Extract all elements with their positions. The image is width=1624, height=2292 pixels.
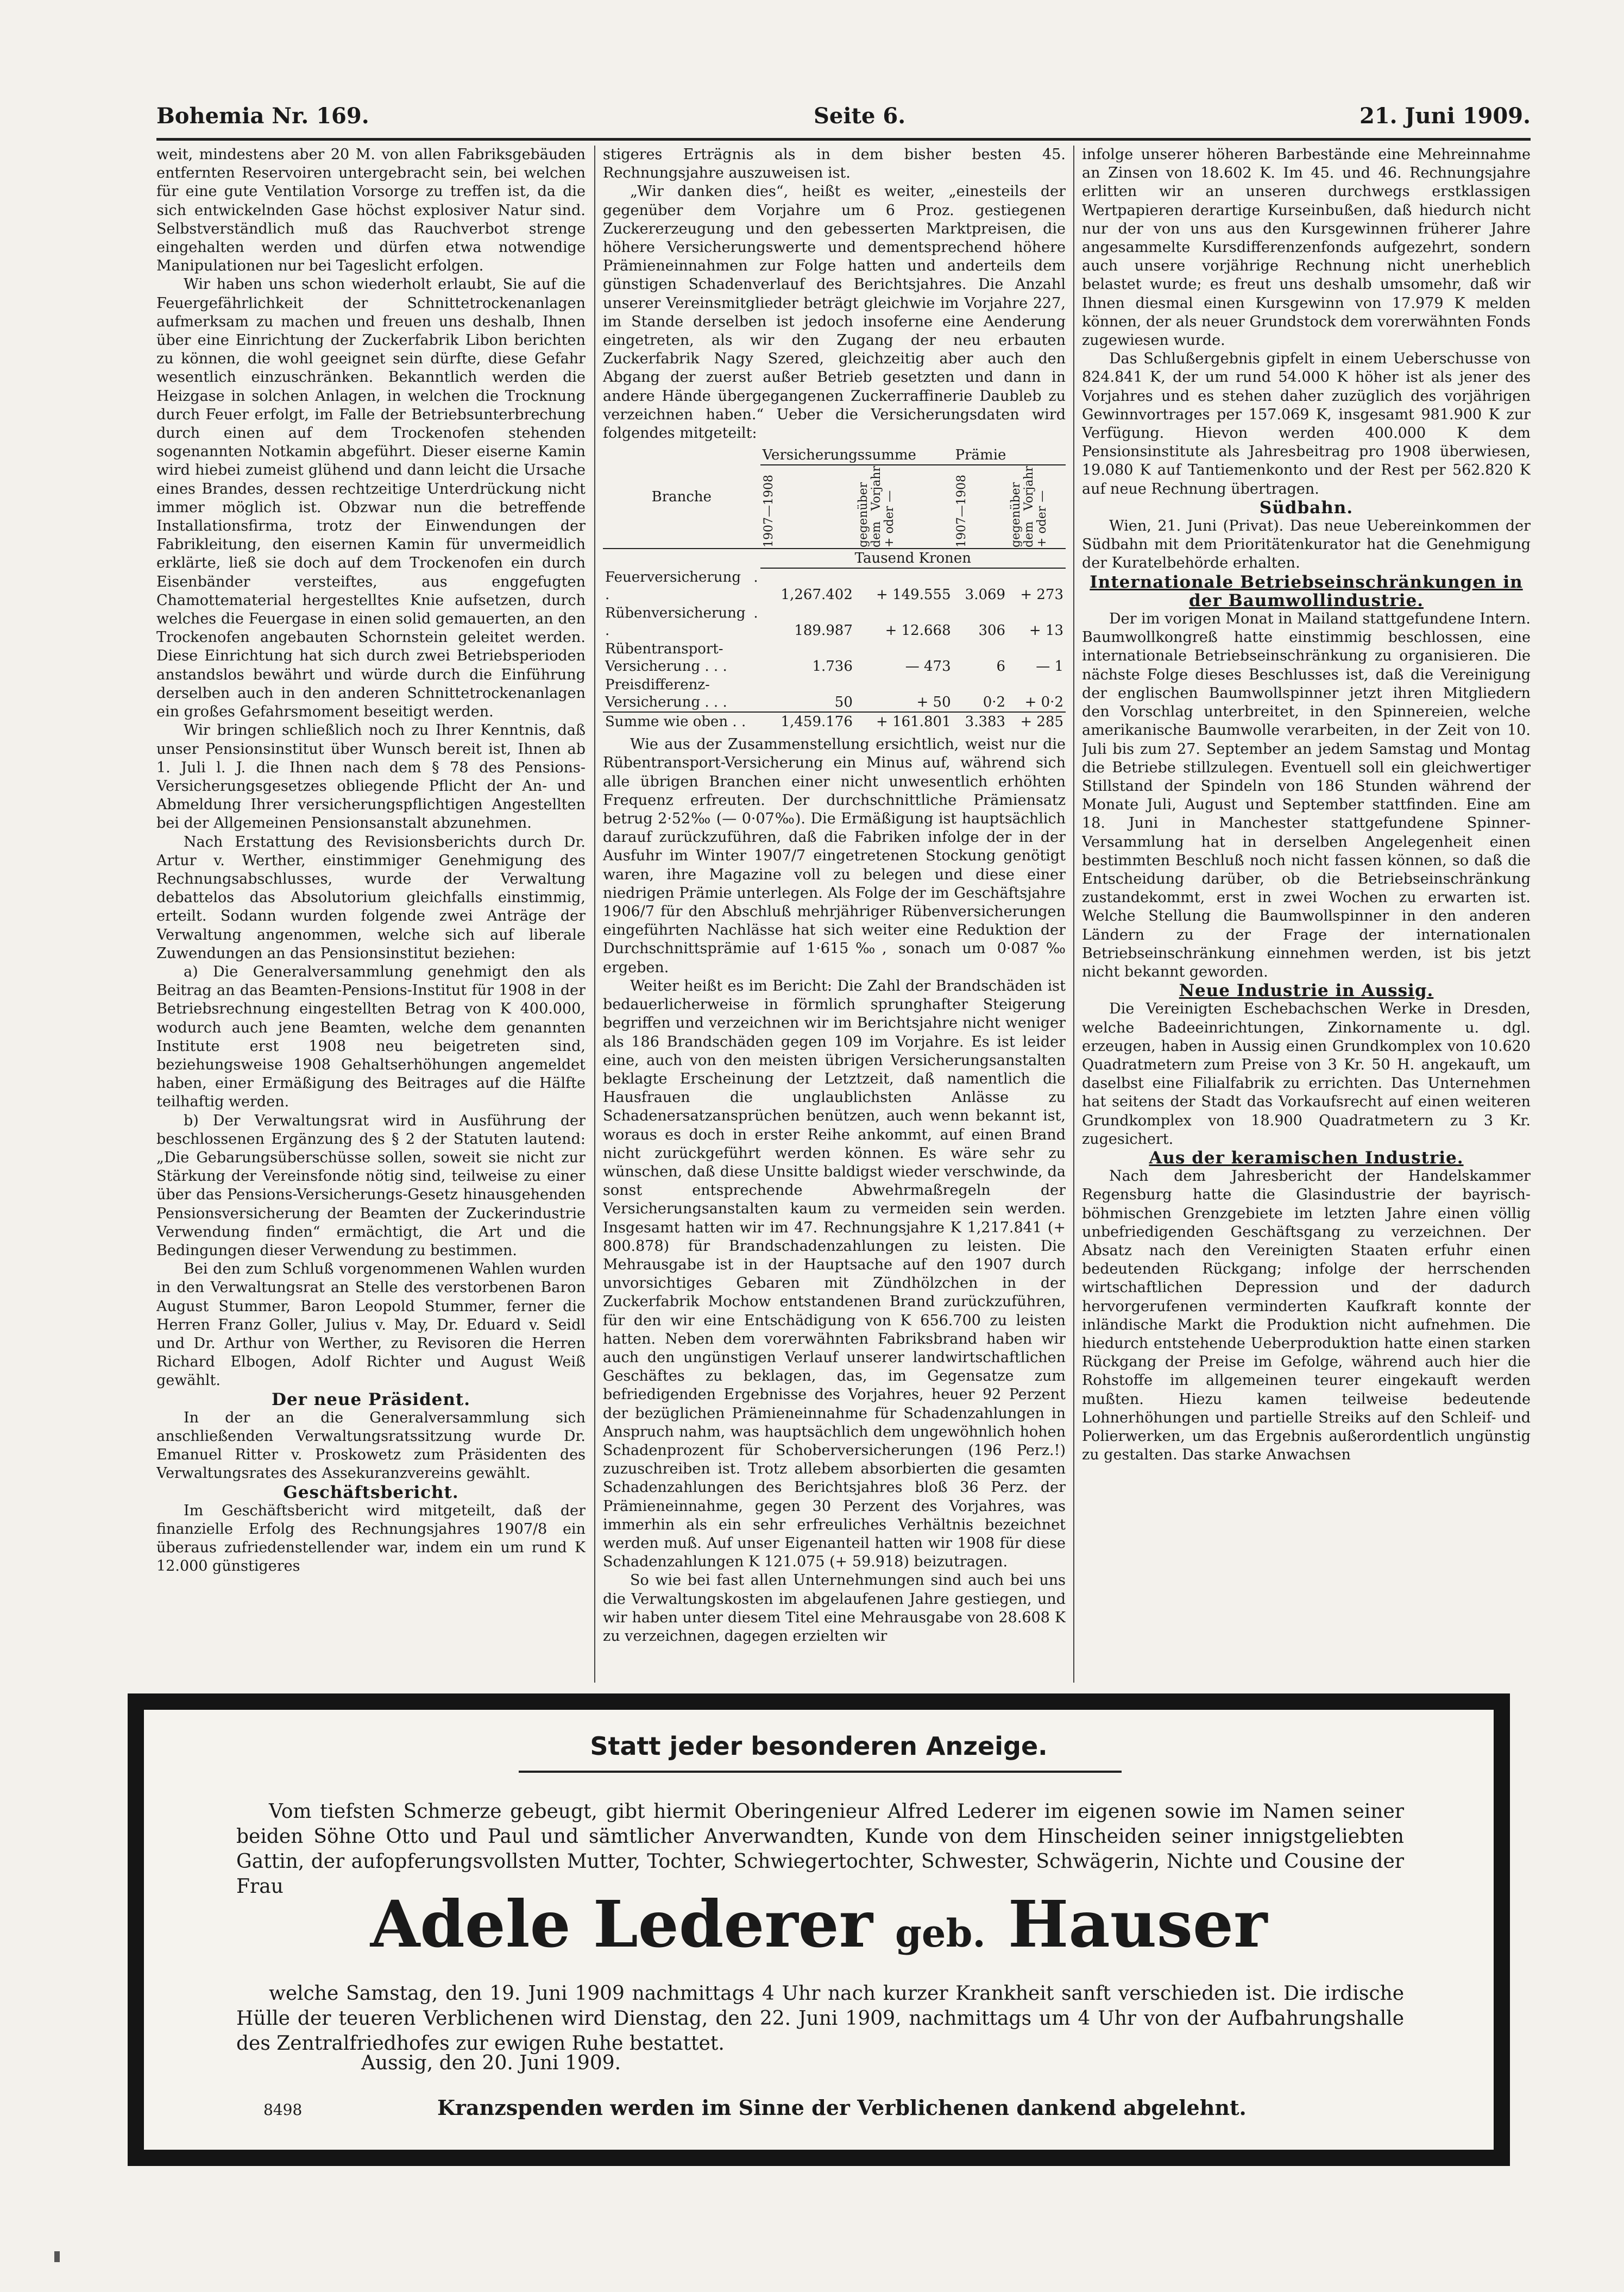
paragraph: Die Vereinigten Eschebachschen Werke in Dresden, welche Badeeinrichtungen, Zinkornamente u. dgl. erzeugen, haben in Aussig einen Grundkomplex von 10.620 Quadratmetern zum Preise von 3 Kr. 50 H. angekauft, um daselbst eine Filialfabrik zu errichten. Das Unternehmen hat seitens der Stadt das Vorkaufsrecht auf einen weiteren Grundkomplex von 18.900 Quadratmetern zu 3 Kr. zugesichert. bbox=[1082, 1000, 1531, 1148]
section-heading: Südbahn. bbox=[1259, 498, 1354, 518]
table-cell: Rübenversicherung . . bbox=[605, 605, 758, 639]
table-cell: + 273 bbox=[1020, 587, 1063, 603]
section-heading: Aus der keramischen Industrie. bbox=[1149, 1148, 1464, 1168]
table-cell: + 161.801 bbox=[855, 712, 953, 731]
section-heading: Internationale Betriebseinschränkungen in der Baumwollindustrie. bbox=[1090, 572, 1523, 610]
paragraph: infolge unserer höheren Barbestände eine Mehreinnahme an Zinsen von 18.602 K. Im 45. und 46. Rechnungsjahre erlitten wir an unseren durchwegs erstklassigen Wertpapieren derartige Kurseinbußen, daß hiedurch nicht nur der von uns aus den Kursgewinnen früherer Jahre angesammelte Kursdifferenzenfonds aufgezehrt, sondern auch unsere vorjährige Rechnung nicht unerheblich belastet wurde; es freut uns deshalb umsomehr, daß wir Ihnen diesmal einen Kursgewinn von 17.979 K melden können, der als neuer Grundstock dem vorerwähnten Fonds zugewiesen wurde. bbox=[1082, 146, 1531, 349]
table-cell: 3.069 bbox=[965, 587, 1006, 603]
paragraph: Bei den zum Schluß vorgenommenen Wahlen wurden in den Verwaltungsrat an Stelle des verstorbenen Baron August Stummer, Baron Leopold Stummer, ferner die Herren Franz Goller, Julius v. May, Dr. Eduard v. Seidl und Dr. Arthur von Werther, zu Revisoren die Herren Richard Elbogen, Adolf Richter und August Weiß gewählt. bbox=[156, 1261, 586, 1389]
ad-funeral-text: welche Samstag, den 19. Juni 1909 nachmittags 4 Uhr nach kurzer Krankheit sanft verschieden ist. Die irdische Hülle der teueren Verblichenen wird Dienstag, den 22. Juni 1909, nachmittags um 4 Uhr von der Aufbahrungshalle des Zentralfriedhofes zur ewigen Ruhe bestattet. bbox=[236, 1982, 1404, 2055]
page-header bbox=[156, 103, 1531, 141]
table-header-sum: Versicherungssumme bbox=[760, 446, 953, 465]
column-3 bbox=[1082, 146, 1531, 1683]
table-cell: Summe wie oben . . bbox=[603, 712, 760, 731]
table-cell: — 1 bbox=[1036, 658, 1063, 675]
table-cell: 1,267.402 bbox=[780, 587, 853, 603]
table-cell: 1,459.176 bbox=[760, 712, 855, 731]
table-cell: + 13 bbox=[1029, 622, 1063, 639]
table-row bbox=[603, 604, 1066, 640]
column-2 bbox=[603, 146, 1066, 1683]
table-header-premium: Prämie bbox=[953, 446, 1066, 465]
section-heading: Geschäftsbericht. bbox=[283, 1482, 459, 1502]
table-cell: Rübentransport-Versicherung . . . bbox=[605, 641, 727, 675]
table-cell: 189.987 bbox=[794, 622, 853, 639]
ad-number: 8498 bbox=[263, 2101, 303, 2119]
ad-title: Statt jeder besonderen Anzeige. bbox=[590, 1731, 1048, 1761]
table-cell: + 149.555 bbox=[876, 587, 951, 603]
paragraph: Weiter heißt es im Bericht: Die Zahl der Brandschäden ist bedauerlicherweise in förmlich sprunghafter Steigerung begriffen und verzeichnen wir im Berichtsjahre nicht weniger als 186 Brandschäden gegen 109 im Vorjahre. Es ist leider eine, auch von den meisten übrigen Versicherungsanstalten beklagte Erscheinung der Letztzeit, daß namentlich die Hausfrauen die unglaublichsten Anlässe zu Schadenersatzansprüchen benützen, auch wenn bekannt ist, woraus es doch in erster Reihe ankommt, auf einen Brand nicht zurückgeführt werden können. Es wäre sehr zu wünschen, daß diese Unsitte baldigst wieder verschwinde, da sonst entsprechende Abwehrmaßregeln der Versicherungsanstalten kaum zu vermeiden sein werden. Insgesamt hatten wir im 47. Rechnungsjahre K 1,217.841 (+ 800.878) für Brandschadenzahlungen zu leisten. Die Mehrausgabe ist in der Hauptsache auf den 1907 durch unvorsichtiges Gebaren mit Zündhölzchen in der Zuckerfabrik Mochow entstandenen Brand zurückzuführen, für den wir eine Entschädigung von K 656.700 zu leisten hatten. Neben dem vorerwähnten Fabriksbrand haben wir auch den ungünstigen Verlauf unserer landwirtschaftlichen Geschäftes zu beklagen, das, im Gegensatze zum befriedigenden Ergebnisse des Vorjahres, heuer 92 Perzent der bezüglichen Prämieneinnahme für Schadenzahlungen in Anspruch nahm, was hauptsächlich dem ungewöhnlich hohen Schadenprozent für Schoberversicherungen (196 Perz.!) zuzuschreiben ist. Trotz allebem absorbierten die gesamten Schadenzahlungen des Berichtsjahres bloß 36 Perz. der Prämieneinnahme, gegen 30 Perzent des Vorjahres, was immerhin als ein sehr erfreuliches Verhältnis bezeichnet werden muß. Auf unser Eigenanteil hatten wir 1908 für diese Schadenzahlungen K 121.075 (+ 59.918) beizutragen. bbox=[603, 977, 1066, 1571]
ad-name-last: Hauser bbox=[1008, 1886, 1268, 1962]
table-cell: Preisdifferenz-Versicherung . . . bbox=[605, 677, 727, 711]
ad-name-geb: geb. bbox=[895, 1911, 986, 1956]
paragraph: b) Der Verwaltungsrat wird in Ausführung der beschlossenen Ergänzung des § 2 der Statuten lautend: „Die Gebarungsüberschüsse sollen, soweit sie nicht zur Stärkung der Vereinsfonde nötig sind, teilweise zu einer über das Pensions-Versicherungs-Gesetz hinausgehenden Pensionsversicherung der Beamten der Zuckerindustrie Verwendung finden“ ermächtigt, die Art und die Bedingungen dieser Verwendung zu bestimmen. bbox=[156, 1112, 586, 1259]
column-divider bbox=[1073, 146, 1074, 1683]
table-cell: 6 bbox=[996, 658, 1006, 675]
paragraph: a) Die Generalversammlung genehmigt den als Beitrag an das Beamten-Pensions-Institut für 1908 in der Betriebsrechnung eingestellten Betrag von K 400.000, wodurch auch jene Beamten, welche dem genannten Institute erst 1908 neu beigetreten sind, beziehungsweise 1908 Gehaltserhöhungen angemeldet haben, einer Ermäßigung des Beitrages auf die Hälfte teilhaftig werden. bbox=[156, 963, 586, 1111]
ad-footer: Kranzspenden werden im Sinne der Verblichenen dankend abgelehnt. bbox=[437, 2095, 1247, 2120]
table-cell: 50 bbox=[834, 694, 853, 711]
paragraph: In der an die Generalversammlung sich anschließenden Verwaltungsratssitzung wurde Dr. Emanuel Ritter v. Proskowetz zum Präsidenten des Verwaltungsrates des Assekuranzvereins gewählt. bbox=[156, 1409, 586, 1482]
scan-mark bbox=[54, 2251, 60, 2262]
table-row bbox=[603, 568, 1066, 604]
paragraph: Nach dem Jahresbericht der Handelskammer Regensburg hatte die Glasindustrie der bayrisch-böhmischen Grenzgebiete im letzten Jahre einen völlig unbefriedigenden Geschäftsgang zu verzeichnen. Der Absatz nach den Vereinigten Staaten erfuhr einen bedeutenden Rückgang; infolge der herrschenden wirtschaftlichen Depression und der dadurch hervorgerufenen verminderten Kaufkraft konnte der inländische Markt die Produktion nicht aufnehmen. Die hiedurch entstehende Ueberproduktion hatte einen starken Rückgang der Preise im Gefolge, während auch hier die Rohstoffe im allgemeinen teurer eingekauft werden mußten. Hiezu kamen teilweise bedeutende Lohnerhöhungen und partielle Streiks auf den Schleif- und Polierwerken, um das Ergebnis außerordentlich ungünstig zu gestalten. Das starke Anwachsen bbox=[1082, 1168, 1531, 1464]
header-paper-name: Bohemia Nr. 169. bbox=[156, 103, 369, 129]
table-subheader-year: 1907—1908 bbox=[761, 475, 776, 548]
column-divider bbox=[594, 146, 595, 1683]
table-header-branch: Branche bbox=[603, 446, 760, 549]
column-1 bbox=[156, 146, 586, 1683]
table-cell: — 473 bbox=[905, 658, 951, 675]
table-cell: 1.736 bbox=[812, 658, 853, 675]
table-row bbox=[603, 676, 1066, 712]
table-cell: + 50 bbox=[916, 694, 951, 711]
table-subheader-diff: gegenüber dem Vorjahr + oder — bbox=[1009, 466, 1049, 548]
table-cell: + 0·2 bbox=[1024, 694, 1063, 711]
paragraph: „Wir danken dies“, heißt es weiter, „einesteils der gegenüber dem Vorjahre um 6 Proz. gestiegenen Zuckererzeugung und den gebesserten Marktpreisen, die höhere Versicherungswerte und dementsprechend höhere Prämieneinnahmen zur Folge hatten und anderteils dem günstigen Schadenverlauf des Berichtsjahres. Die Anzahl unserer Vereinsmitglieder beträgt gleichwie im Vorjahre 227, im Stande derselben ist jedoch insoferne eine Aenderung eingetreten, als wir den Zugang der neu erbauten Zuckerfabrik Nagy Szered, gleichzeitig aber auch den Abgang der zuerst außer Betrieb gesetzten und dann in andere Hände übergegangenen Zuckerraffinerie Daubleb zu verzeichnen haben.“ Ueber die Versicherungsdaten wird folgendes mitgeteilt: bbox=[603, 183, 1066, 442]
table-cell: 3.383 bbox=[953, 712, 1008, 731]
paragraph: Wien, 21. Juni (Privat). Das neue Uebereinkommen der Südbahn mit dem Prioritätenkurator hat die Genehmigung der Kuratelbehörde erhalten. bbox=[1082, 518, 1531, 572]
table-cell: + 12.668 bbox=[885, 622, 951, 639]
insurance-table bbox=[603, 446, 1066, 731]
paragraph: Im Geschäftsbericht wird mitgeteilt, daß der finanzielle Erfolg des Rechnungsjahres 1907/8 ein überaus zufriedenstellender war, indem ein um rund K 12.000 günstigeres bbox=[156, 1502, 586, 1575]
paragraph: Nach Erstattung des Revisionsberichts durch Dr. Artur v. Werther, einstimmiger Genehmigung des Rechnungsabschlusses, wurde der Verwaltung debattelos das Absolutorium gleichfalls einstimmig, erteilt. Sodann wurden folgende zwei Anträge der Verwaltung angenommen, welche sich auf liberale Zuwendungen an das Pensionsinstitut beziehen: bbox=[156, 833, 586, 962]
table-subheader-year: 1907—1908 bbox=[954, 475, 968, 548]
paragraph: Wir haben uns schon wiederholt erlaubt, Sie auf die Feuergefährlichkeit der Schnittetrockenanlagen aufmerksam zu machen und freuen uns deshalb, Ihnen über eine Einrichtung der Zuckerfabrik Libon berichten zu können, die wohl geeignet sein dürfte, diese Gefahr wesentlich einzuschränken. Bekanntlich werden die Heizgase in solchen Anlagen, in welchen die Trocknung durch Feuer erfolgt, im Falle der Betriebsunterbrechung durch einen auf dem Trockenofen stehenden sogenannten Notkamin abgeführt. Dieser eiserne Kamin wird hiebei zumeist glühend und dann leicht die Ursache eines Brandes, dessen rechtzeitige Unterdrückung nicht immer möglich ist. Obzwar nun die betreffende Installationsfirma, trotz der Einwendungen der Fabrikleitung, den eisernen Kamin für unvermeidlich erklärte, ließ sie doch auf dem Trockenofen ein durch Eisenbänder versteiftes, aus enggefugten Chamottematerial hergestelltes Knie aufsetzen, durch welches die Feuergase in einen solid gemauerten, an den Trockenofen angebauten Schornstein geleitet werden. Diese Einrichtung hat sich durch zwei Betriebsperioden anstandslos bewährt und würde durch die Einführung derselben auch in den anderen Schnittetrockenanlagen ein großes Gefahrsmoment beseitigt werden. bbox=[156, 276, 586, 721]
section-heading: Der neue Präsident. bbox=[271, 1389, 471, 1409]
paragraph: Das Schlußergebnis gipfelt in einem Ueberschusse von 824.841 K, der um rund 54.000 K höher ist als jener des Vorjahres und es stehen daher zuzüglich des vorjährigen Gewinnvortrages per 157.069 K, insgesamt 981.900 K zur Verfügung. Hievon werden 400.000 K dem Pensionsinstitute als Jahresbeitrag pro 1908 überwiesen, 19.080 K auf Tantiemenkonto und der Rest per 562.820 K auf neue Rechnung übertragen. bbox=[1082, 350, 1531, 498]
section-heading: Neue Industrie in Aussig. bbox=[1179, 981, 1434, 1001]
table-row bbox=[603, 640, 1066, 676]
ad-title-rule bbox=[519, 1771, 1122, 1773]
paragraph: So wie bei fast allen Unternehmungen sind auch bei uns die Verwaltungskosten im abgelaufenen Jahre gestiegen, und wir haben unter diesem Titel eine Mehrausgabe von 28.608 K zu verzeichnen, dagegen erzielten wir bbox=[603, 1572, 1066, 1645]
table-unit: Tausend Kronen bbox=[760, 549, 1066, 568]
table-cell: 306 bbox=[978, 622, 1006, 639]
paragraph: weit, mindestens aber 20 M. von allen Fabriksgebäuden entfernten Reservoiren untergebracht sein, bei welchen für eine gute Ventilation Vorsorge zu treffen ist, da die sich entwickelnden Gase höchst explosiver Natur sind. Selbstverständlich muß das Rauchverbot strenge eingehalten werden und dürfen etwa notwendige Manipulationen nur bei Tageslicht erfolgen. bbox=[156, 146, 586, 275]
header-page-number: Seite 6. bbox=[814, 103, 906, 129]
table-subheader-diff: gegenüber dem Vorjahr + oder — bbox=[856, 466, 896, 548]
header-rule bbox=[156, 138, 1531, 141]
paragraph: stigeres Erträgnis als in dem bisher besten 45. Rechnungsjahre auszuweisen ist. bbox=[603, 146, 1066, 182]
table-cell: Feuerversicherung . . bbox=[605, 569, 758, 603]
paragraph: Wie aus der Zusammenstellung ersichtlich, weist nur die Rübentransport-Versicherung ein Minus auf, während sich alle übrigen Branchen einer nicht unwesentlich erhöhten Frequenz erfreuten. Der durchschnittliche Prämiensatz betrug 2·52‰ (— 0·07‰). Die Ermäßigung ist hauptsächlich darauf zurückzuführen, daß die Fabriken infolge der in der Ausfuhr im Winter 1907/7 eingetretenen Stockung genötigt waren, ihre Magazine voll zu belegen und diese einer niedrigen Prämie unterlegen. Als Folge der im Geschäftsjahre 1906/7 für den Abschluß mehrjähriger Rübenversicherungen eingeführten Nachlässe hat sich weiter eine Reduktion der Durchschnittsprämie auf 1·615‰, sonach um 0·087‰ ergeben. bbox=[603, 736, 1066, 976]
death-notice-advertisement bbox=[128, 1693, 1510, 2166]
table-cell: + 285 bbox=[1008, 712, 1066, 731]
header-date: 21. Juni 1909. bbox=[1359, 103, 1531, 129]
ad-place-date: Aussig, den 20. Juni 1909. bbox=[361, 2052, 621, 2074]
ad-name-first: Adele Lederer bbox=[370, 1886, 873, 1962]
ad-deceased-name bbox=[144, 1886, 1494, 1969]
paragraph: Der im vorigen Monat in Mailand stattgefundene Intern. Baumwollkongreß hatte einstimmig beschlossen, eine internationale Betriebseinschränkung zu organisieren. Die nächste Folge dieses Beschlusses ist, daß die Vereinigung der englischen Baumwollspinner jetzt ihren Mitgliedern den Vorschlag unterbreitet, in den Spinnereien, welche amerikanische Baumwolle verarbeiten, in der Zeit von 10. Juli bis zum 27. September an jedem Samstag und Montag die Betriebe stillzulegen. Eventuell soll ein gleichwertiger Stillstand der Spindeln von 186 Stunden während der Monate Juli, August und September stattfinden. Eine am 18. Juni in Manchester stattgefundene Spinner-Versammlung hat in derselben Angelegenheit einen bestimmten Beschluß noch nicht fassen können, so daß die Entscheidung darüber, ob die Betriebseinschränkung zustandekommt, erst in zwei Wochen zu erwarten ist. Welche Stellung die Baumwollspinner in den anderen Ländern zu der Frage der internationalen Betriebseinschränkung einnehmen werden, ist bis jetzt nicht bekannt geworden. bbox=[1082, 610, 1531, 980]
table-cell: 0·2 bbox=[983, 694, 1006, 711]
table-total-row bbox=[603, 712, 1066, 731]
ad-intro-text: Vom tiefsten Schmerze gebeugt, gibt hiermit Oberingenieur Alfred Lederer im eigenen sowie im Namen seiner beiden Söhne Otto und Paul und sämtlicher Anverwandten, Kunde von dem Hinscheiden seiner innigstgeliebten Gattin, der aufopferungsvollsten Mutter, Tochter, Schwiegertochter, Schwester, Schwägerin, Nichte und Cousine der Frau bbox=[236, 1800, 1404, 1898]
paragraph: Wir bringen schließlich noch zu Ihrer Kenntnis, daß unser Pensionsinstitut über Wunsch bereit ist, Ihnen ab 1. Juli l. J. die Ihnen nach dem § 78 des Pensions-Versicherungsgesetzes obliegende Pflicht der An- und Abmeldung Ihrer versicherungspflichtigen Angestellten bei der Allgemeinen Pensionsanstalt abzunehmen. bbox=[156, 722, 586, 832]
